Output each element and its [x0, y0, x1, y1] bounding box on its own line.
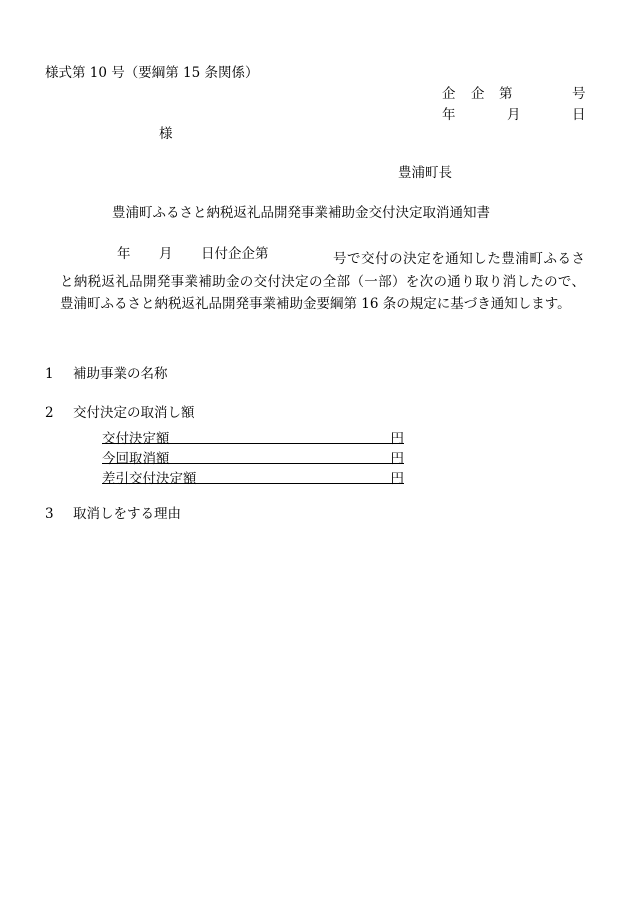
amount-row-granted — [102, 425, 404, 447]
body-date-month: 月 — [159, 246, 173, 262]
body-date-day-ref: 日付企企第 — [201, 246, 269, 262]
doc-number-prefix2: 企 — [471, 86, 485, 102]
form-number: 様式第 10 号（要綱第 15 条関係） — [45, 65, 259, 81]
amount-unit: 円 — [390, 431, 404, 447]
date-day: 日 — [572, 107, 586, 123]
body-date-year: 年 — [117, 246, 131, 262]
section-title-2: 交付決定の取消し額 — [73, 405, 195, 421]
body-paragraph: 号で交付の決定を通知した豊浦町ふるさと納税返礼品開発事業補助金の交付決定の全部（一部）を次の通り取り消したので、豊浦町ふるさと納税返礼品開発事業補助金要綱第 16 条の規定に基づき通知します。 — [60, 251, 585, 312]
date-year: 年 — [442, 107, 456, 123]
amount-label: 交付決定額 — [102, 431, 170, 447]
amount-row-remaining — [102, 465, 404, 487]
doc-number-prefix1: 企 — [442, 86, 456, 102]
section-number-3: 3 — [45, 506, 54, 522]
amount-unit: 円 — [390, 451, 404, 467]
amount-label: 今回取消額 — [102, 451, 170, 467]
amount-unit: 円 — [390, 471, 404, 487]
section-title-3: 取消しをする理由 — [73, 506, 181, 522]
section-title-1: 補助事業の名称 — [73, 366, 168, 382]
section-number-2: 2 — [45, 405, 54, 421]
document-title: 豊浦町ふるさと納税返礼品開発事業補助金交付決定取消通知書 — [112, 205, 490, 221]
issuer: 豊浦町長 — [398, 165, 452, 181]
section-number-1: 1 — [45, 366, 54, 382]
addressee-suffix: 様 — [159, 126, 173, 142]
doc-number-go: 号 — [572, 86, 586, 102]
amount-row-cancelled — [102, 445, 404, 467]
amount-label: 差引交付決定額 — [102, 471, 197, 487]
date-month: 月 — [507, 107, 521, 123]
doc-number-dai: 第 — [499, 86, 513, 102]
